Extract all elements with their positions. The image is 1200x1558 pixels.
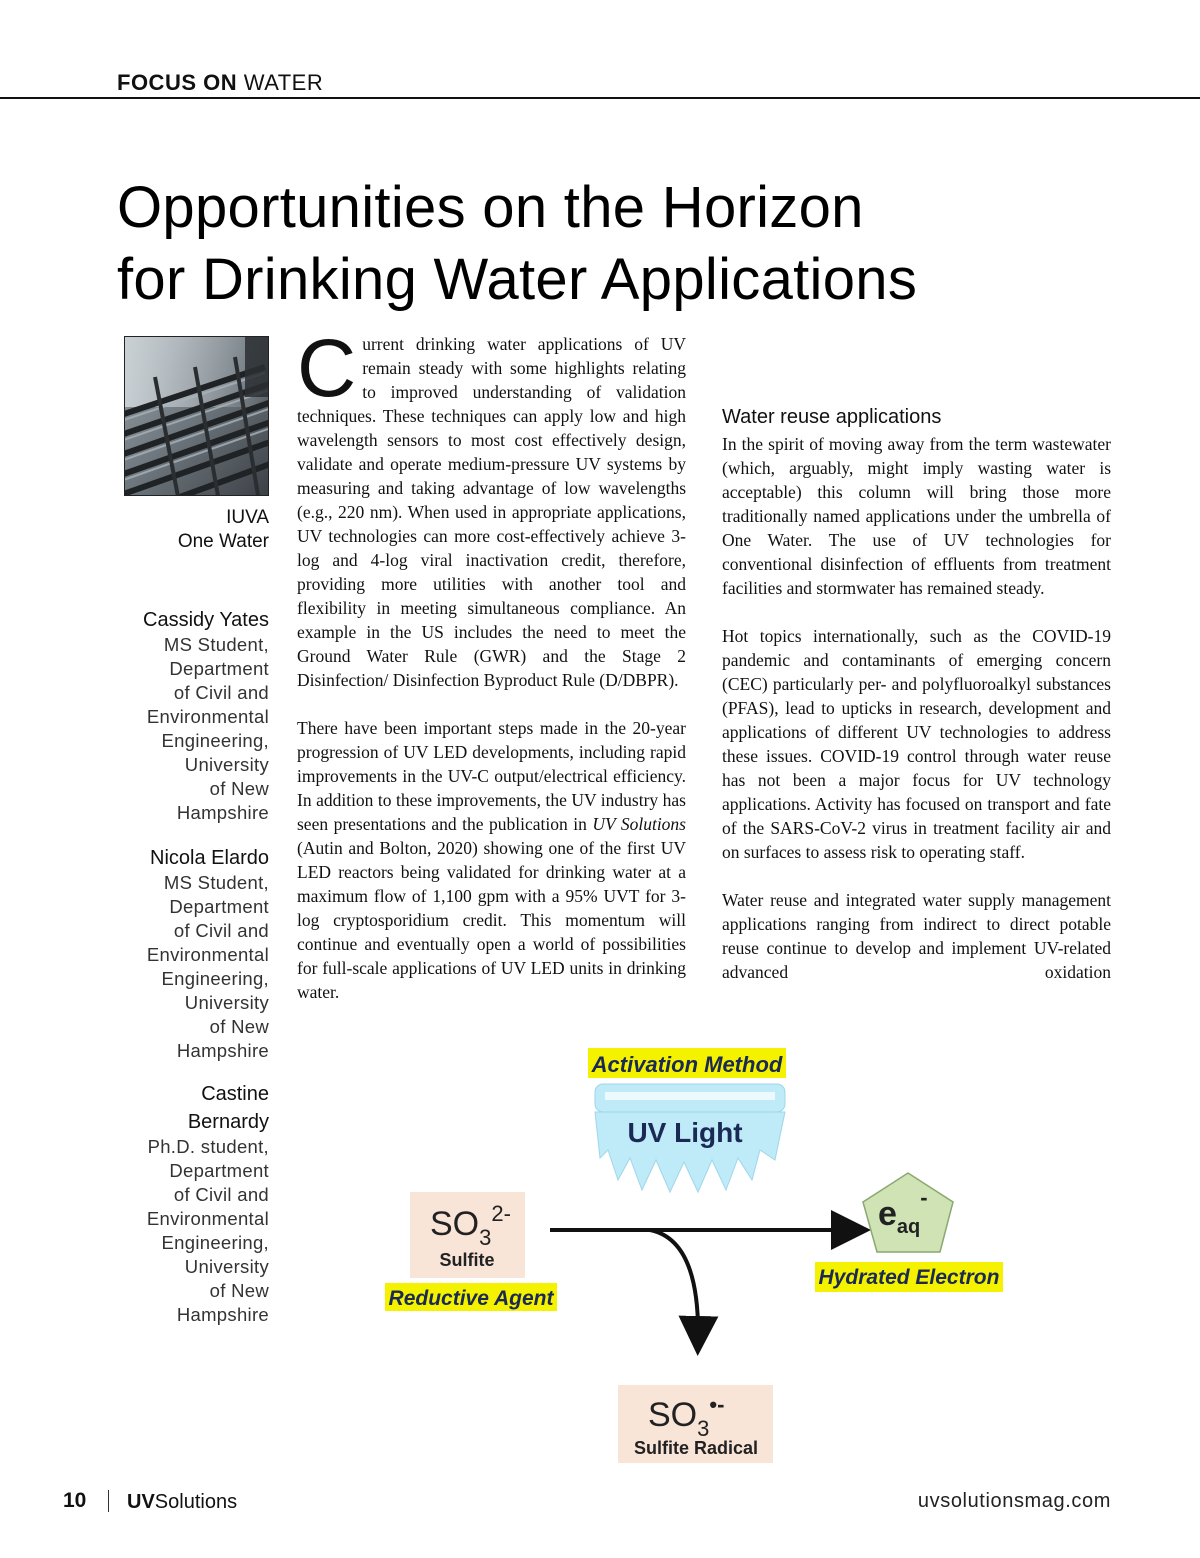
hydrated-electron-label: Hydrated Electron [818, 1266, 1000, 1289]
electron-symbol: $e_{aq}^-$ [878, 1185, 928, 1238]
footer-divider [108, 1490, 109, 1512]
title-line-2: for Drinking Water Applications [117, 247, 918, 312]
affiliation-line: MS Student, [163, 634, 269, 655]
affiliation-line: Hampshire [176, 802, 269, 823]
affiliation-line: Environmental [146, 944, 269, 965]
section-header-light: WATER [243, 70, 324, 95]
affiliation-line: Engineering, [161, 968, 269, 989]
affiliation-line: Engineering, [161, 1232, 269, 1253]
section-header [117, 70, 323, 96]
subhead-water-reuse: Water reuse applications [722, 406, 942, 428]
paragraph-2-text-a: There have been important steps made in the 20-year progression of UV LED developments, including rapid improvements in the UV-C output/electrical efficiency. In addition to these improvements, the UV industry has seen presentations and the publication in [297, 718, 686, 834]
paragraph-2 [297, 716, 686, 1004]
magazine-name [127, 1491, 237, 1514]
affiliation-line: of Civil and [173, 1184, 269, 1205]
affiliation-line: of New [209, 778, 269, 799]
author-photo [124, 336, 269, 496]
magazine-name-light: Solutions [154, 1491, 238, 1513]
paragraph-3: In the spirit of moving away from the term wastewater (which, arguably, might imply wasting water is acceptable) this column will bring those more traditionally named applications under the umbrella of One Water. The use of UV technologies for conventional disinfection of effluents from treatment facilities and stormwater has remained steady. [722, 434, 1111, 598]
author-name-line-2: Bernardy [187, 1111, 269, 1133]
organization [100, 506, 269, 554]
affiliation-line: Ph.D. student, [147, 1136, 269, 1157]
author-affiliation [100, 633, 269, 825]
affiliation-line: Engineering, [161, 730, 269, 751]
paragraph-1 [297, 323, 686, 692]
affiliation-line: University [184, 992, 269, 1013]
org-line-2: One Water [177, 531, 269, 552]
sulfite-name: Sulfite [439, 1250, 495, 1270]
drop-cap: C [297, 323, 357, 414]
uv-light-label: UV Light [627, 1117, 743, 1148]
radical-arrow [650, 1230, 698, 1340]
author-3 [100, 1082, 269, 1327]
sulfite-radical-name: Sulfite Radical [633, 1438, 759, 1458]
radical-formula: $SO_3^{•-}$ [648, 1392, 725, 1441]
affiliation-line: of New [209, 1016, 269, 1037]
title-line-1: Opportunities on the Horizon [117, 175, 864, 240]
magazine-name-bold: UV [127, 1491, 155, 1513]
page-number: 10 [63, 1489, 87, 1512]
author-affiliation [100, 1135, 269, 1327]
publication-name: UV Solutions [592, 814, 686, 834]
author-2 [100, 846, 269, 1063]
sulfite-formula: $SO_3^{2-}$ [430, 1201, 511, 1250]
article-title [117, 172, 1117, 316]
author-name: Cassidy Yates [143, 609, 269, 631]
drain-grate-image [125, 337, 269, 496]
affiliation-line: University [184, 754, 269, 775]
body-column-1 [297, 323, 686, 1004]
magazine-url: uvsolutionsmag.com [917, 1490, 1111, 1512]
sulfite-activation-diagram [380, 1040, 1020, 1470]
affiliation-line: Environmental [146, 706, 269, 727]
affiliation-line: Environmental [146, 1208, 269, 1229]
header-rule [0, 97, 1200, 99]
paragraph-2-text-b: (Autin and Bolton, 2020) showing one of the first UV LED reactors being validated for drinking water at a maximum flow of 1,100 gpm with a 95% UVT for 3-log cryptosporidium credit. This momentum will continue and eventually open a world of possibilities for full-scale applications of UV LED units in drinking water. [297, 838, 686, 1002]
affiliation-line: of Civil and [173, 920, 269, 941]
affiliation-line: of New [209, 1280, 269, 1301]
author-name-line-1: Castine [201, 1083, 269, 1105]
paragraph-5: Water reuse and integrated water supply management applications ranging from indirect to direct potable reuse continue to develop and implement UV-related advanced oxidation [722, 890, 1111, 982]
org-line-1: IUVA [226, 507, 269, 528]
affiliation-line: Department [169, 658, 269, 679]
hydrated-electron-pentagon [863, 1173, 953, 1252]
reductive-agent-label: Reductive Agent [388, 1287, 554, 1310]
affiliation-line: Hampshire [176, 1304, 269, 1325]
section-header-bold: FOCUS ON [117, 70, 238, 95]
author-affiliation [100, 871, 269, 1063]
author-1 [100, 608, 269, 825]
author-name: Nicola Elardo [150, 847, 269, 869]
affiliation-line: University [184, 1256, 269, 1277]
body-column-2 [722, 332, 1111, 1008]
affiliation-line: Hampshire [176, 1040, 269, 1061]
affiliation-line: Department [169, 1160, 269, 1181]
affiliation-line: MS Student, [163, 872, 269, 893]
uv-lamp-glow [605, 1092, 775, 1100]
activation-method-label: Activation Method [591, 1052, 783, 1077]
affiliation-line: of Civil and [173, 682, 269, 703]
paragraph-4: Hot topics internationally, such as the COVID-19 pandemic and contaminants of emerging concern (CEC) particularly per- and polyfluoroalkyl substances (PFAS), lead to upticks in research, development and applications of different UV technologies to address these issues. COVID-19 control through water reuse has not been a major focus for UV technology applications. Activity has focused on transport and fate of the SARS-CoV-2 virus in treatment facility air and on surfaces to assess risk to operating staff. [722, 626, 1111, 862]
paragraph-1-text: urrent drinking water applications of UV remain steady with some highlights relating to improved understanding of validation techniques. These techniques can apply low and high wavelength sensors to most cost effectively design, validate and operate medium-pressure UV systems by measuring and taking advantage of low wavelengths (e.g., 220 nm). When used in appropriate applications, UV technologies can more cost-effectively achieve 3-log and 4-log viral inactivation credit, therefore, providing more utilities with another tool and flexibility in meeting simultaneous compliance. An example in the US includes the need to meet the Ground Water Rule (GWR) and the Stage 2 Disinfection/ Disinfection Byproduct Rule (D/DBPR). [297, 334, 686, 690]
affiliation-line: Department [169, 896, 269, 917]
